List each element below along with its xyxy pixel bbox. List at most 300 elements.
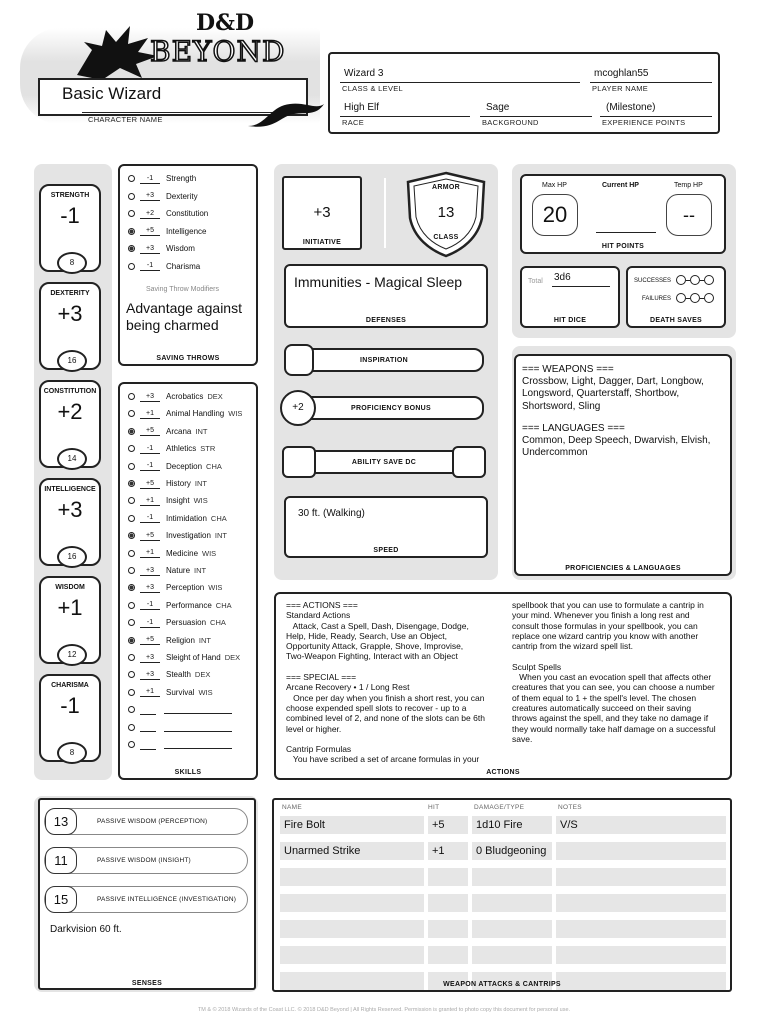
character-name-label: CHARACTER NAME bbox=[88, 115, 163, 124]
speed-label: SPEED bbox=[373, 547, 399, 554]
weapon-attacks-box bbox=[272, 798, 732, 992]
action-line: When you cast an evocation spell that affects other bbox=[512, 672, 712, 683]
skill-value: +3 bbox=[140, 392, 160, 402]
skill-ability: WIS bbox=[202, 548, 217, 558]
skill-row bbox=[128, 527, 227, 544]
successes-checks[interactable] bbox=[676, 275, 714, 285]
proficiency-circle-icon[interactable] bbox=[128, 228, 135, 235]
ability-constitution bbox=[39, 380, 101, 468]
skill-ability: STR bbox=[200, 444, 216, 454]
action-line: Opportunity Attack, Grapple, Shove, Improvise, bbox=[286, 641, 464, 652]
attack-damage-cell[interactable]: 1d10 Fire bbox=[472, 816, 552, 834]
ability-name: WISDOM bbox=[55, 584, 85, 591]
proficiency-circle-icon[interactable] bbox=[128, 567, 135, 574]
saving-throw-value: -1 bbox=[140, 261, 160, 271]
skill-ability: CHA bbox=[206, 461, 222, 471]
proficiency-line: Undercommon bbox=[522, 447, 588, 459]
saving-throw-row bbox=[128, 223, 206, 240]
xp-label: EXPERIENCE POINTS bbox=[602, 118, 686, 127]
skill-ability: CHA bbox=[215, 600, 232, 610]
speed-box bbox=[284, 496, 488, 558]
skill-row bbox=[128, 405, 242, 422]
proficiency-circle-icon[interactable] bbox=[128, 671, 135, 678]
skill-name: Athletics bbox=[166, 444, 197, 454]
skill-ability: WIS bbox=[228, 409, 243, 419]
attack-row[interactable] bbox=[274, 840, 730, 862]
senses-note[interactable]: Darkvision 60 ft. bbox=[50, 924, 122, 935]
brand-dnd: D&D bbox=[196, 10, 255, 36]
skill-ability: INT bbox=[198, 635, 211, 645]
ability-strength bbox=[39, 184, 101, 272]
speed-value[interactable]: 30 ft. (Walking) bbox=[298, 508, 365, 519]
current-hp-label: Current HP bbox=[602, 182, 639, 189]
action-line: === ACTIONS === bbox=[286, 600, 358, 610]
skill-name: Arcana bbox=[166, 426, 192, 436]
saving-throws-box bbox=[118, 164, 258, 366]
weapon-attacks-title: WEAPON ATTACKS & CANTRIPS bbox=[443, 981, 561, 988]
skill-row bbox=[128, 545, 216, 562]
skill-value bbox=[140, 740, 156, 750]
attack-name-cell[interactable] bbox=[280, 920, 424, 938]
saving-throws-title: SAVING THROWS bbox=[156, 355, 220, 362]
skill-name: Performance bbox=[166, 600, 212, 610]
skill-ability: CHA bbox=[210, 618, 226, 628]
armor-class-value[interactable]: 13 bbox=[437, 204, 455, 221]
proficiency-circle-icon[interactable] bbox=[128, 689, 135, 696]
defenses-text[interactable]: Immunities - Magical Sleep bbox=[294, 274, 463, 290]
saving-throw-row bbox=[128, 205, 208, 222]
inspiration-label: INSPIRATION bbox=[360, 357, 408, 364]
action-line: Two-Weapon Fighting, Interact with an Object bbox=[286, 651, 458, 662]
saving-throw-name: Strength bbox=[166, 174, 197, 183]
skill-row bbox=[128, 388, 223, 405]
attack-row[interactable] bbox=[274, 892, 730, 914]
attack-notes-cell[interactable] bbox=[556, 920, 726, 938]
attack-damage-cell[interactable]: 0 Bludgeoning bbox=[472, 842, 552, 860]
skill-value: +5 bbox=[140, 426, 160, 436]
ability-modifier[interactable]: +1 bbox=[57, 595, 83, 620]
saving-throw-modifiers-label: Saving Throw Modifiers bbox=[146, 286, 220, 293]
action-line bbox=[512, 651, 728, 661]
proficiency-circle-icon[interactable] bbox=[128, 515, 135, 522]
hit-dice-total-label: Total bbox=[528, 278, 543, 285]
player-name-label: PLAYER NAME bbox=[592, 84, 649, 93]
skill-value: +5 bbox=[140, 479, 160, 489]
ability-modifier[interactable]: -1 bbox=[60, 203, 80, 228]
ability-modifier[interactable]: +3 bbox=[57, 301, 83, 326]
saving-throw-row bbox=[128, 240, 195, 257]
attack-hit-cell[interactable] bbox=[428, 868, 468, 886]
action-line: replace one wizard cantrip you know with another bbox=[512, 630, 699, 641]
ability-charisma bbox=[39, 674, 101, 762]
skill-name: Stealth bbox=[166, 670, 191, 680]
proficiency-line: === LANGUAGES === bbox=[522, 422, 625, 434]
proficiency-line bbox=[522, 413, 728, 423]
skill-name: Insight bbox=[166, 496, 190, 506]
blank-skill-line[interactable] bbox=[164, 723, 232, 732]
ability-modifier[interactable]: +2 bbox=[57, 399, 83, 424]
skill-name: Nature bbox=[166, 566, 191, 575]
proficiency-circle-icon[interactable] bbox=[128, 741, 135, 748]
action-line: creatures automatically succeed on their saving bbox=[512, 702, 692, 713]
proficiency-circle-icon[interactable] bbox=[128, 463, 135, 470]
skill-value: +5 bbox=[140, 531, 160, 541]
proficiency-circle-icon[interactable] bbox=[128, 193, 135, 200]
header-info-box bbox=[328, 52, 720, 134]
proficiencies-text[interactable] bbox=[522, 364, 728, 459]
actions-right-column[interactable] bbox=[512, 600, 728, 744]
action-line: Attack, Cast a Spell, Dash, Disengage, Dodge, bbox=[286, 620, 469, 631]
passive-sense bbox=[44, 808, 248, 835]
attack-damage-cell[interactable] bbox=[472, 920, 552, 938]
hit-dice-value[interactable]: 3d6 bbox=[554, 272, 571, 283]
skill-row bbox=[128, 562, 206, 579]
senses-title: SENSES bbox=[131, 980, 163, 987]
skill-value: +3 bbox=[140, 653, 160, 663]
max-hp-value[interactable]: 20 bbox=[532, 194, 578, 236]
action-line: combined level of 2, and none of the slots can be 6th bbox=[286, 713, 485, 724]
ability-save-dc-bar bbox=[284, 450, 484, 474]
saving-throw-row bbox=[128, 170, 196, 187]
character-name[interactable]: Basic Wizard bbox=[62, 84, 162, 103]
proficiency-line: Common, Deep Speech, Dwarvish, Elvish, bbox=[522, 434, 711, 446]
attack-header-hit: HIT bbox=[428, 804, 440, 811]
proficiencies-box bbox=[514, 354, 732, 576]
skill-name: History bbox=[166, 479, 191, 488]
skill-value: -1 bbox=[140, 600, 160, 610]
proficiency-circle-icon[interactable] bbox=[128, 210, 135, 217]
skills-box bbox=[118, 382, 258, 780]
passive-sense-value[interactable]: 11 bbox=[45, 847, 77, 874]
skill-value: +1 bbox=[140, 409, 160, 419]
action-line: choose expended spell slots to recover - up to a bbox=[286, 702, 467, 713]
class-level-label: CLASS & LEVEL bbox=[342, 84, 404, 93]
skill-row bbox=[128, 736, 232, 753]
saving-throw-value: +3 bbox=[140, 244, 160, 254]
race-value[interactable]: High Elf bbox=[344, 102, 380, 113]
attack-header-damage: DAMAGE/TYPE bbox=[474, 804, 525, 811]
proficiency-circle-icon[interactable] bbox=[128, 550, 135, 557]
action-line: cantrip from the wizard spell list. bbox=[512, 641, 633, 652]
skill-row bbox=[128, 458, 222, 475]
attack-notes-cell[interactable] bbox=[556, 894, 726, 912]
attack-notes-cell[interactable] bbox=[556, 842, 726, 860]
action-line: Once per day when you finish a short rest, you can bbox=[286, 692, 485, 703]
skill-value: +1 bbox=[140, 548, 160, 558]
armor-class-bottom-label: CLASS bbox=[433, 234, 459, 241]
skill-value: -1 bbox=[140, 618, 160, 628]
proficiency-bonus-bar bbox=[284, 396, 484, 420]
attack-hit-cell[interactable]: +1 bbox=[428, 842, 468, 860]
passive-sense-value[interactable]: 13 bbox=[45, 808, 77, 835]
action-line: of them equal to 1 + the spell's level. The chosen bbox=[512, 692, 697, 703]
proficiency-circle-icon[interactable] bbox=[128, 619, 135, 626]
saving-throw-name: Intelligence bbox=[166, 226, 207, 236]
skill-name: Sleight of Hand bbox=[166, 653, 221, 662]
skill-row bbox=[128, 632, 211, 649]
actions-left-column[interactable] bbox=[286, 600, 506, 765]
proficiency-line: Shortsword, Sling bbox=[522, 400, 601, 412]
saving-throw-name: Constitution bbox=[166, 209, 209, 218]
proficiency-circle-icon[interactable] bbox=[128, 245, 135, 252]
successes-label: SUCCESSES bbox=[634, 278, 672, 284]
saving-throw-modifiers-text: Advantage against being charmed bbox=[126, 300, 242, 333]
skill-name: Acrobatics bbox=[166, 392, 204, 401]
skill-value: -1 bbox=[140, 513, 160, 523]
failures-checks[interactable] bbox=[676, 293, 714, 303]
skill-row bbox=[128, 719, 232, 736]
saving-throw-value: +3 bbox=[140, 191, 160, 201]
death-saves-box bbox=[626, 266, 726, 328]
attack-hit-cell[interactable] bbox=[428, 946, 468, 964]
ability-score[interactable]: 16 bbox=[57, 350, 87, 372]
ability-score[interactable]: 12 bbox=[57, 644, 87, 666]
ability-score[interactable]: 14 bbox=[57, 448, 87, 470]
proficiency-circle-icon[interactable] bbox=[128, 654, 135, 661]
action-line: Standard Actions bbox=[286, 610, 351, 621]
death-saves-label: DEATH SAVES bbox=[649, 317, 703, 324]
attack-row[interactable] bbox=[274, 814, 730, 836]
defenses-box bbox=[284, 264, 488, 328]
skill-row bbox=[128, 492, 208, 509]
proficiency-circle-icon[interactable] bbox=[128, 428, 135, 435]
ability-wisdom bbox=[39, 576, 101, 664]
skill-row bbox=[128, 475, 207, 492]
skill-name: Investigation bbox=[166, 531, 211, 541]
ability-modifier[interactable]: +3 bbox=[57, 497, 83, 522]
proficiency-circle-icon[interactable] bbox=[128, 445, 135, 452]
action-line: consult those formulas in your spellbook, you can bbox=[512, 620, 698, 631]
ability-name: CHARISMA bbox=[51, 682, 89, 689]
initiative-value[interactable]: +3 bbox=[313, 204, 331, 221]
ability-name: STRENGTH bbox=[50, 192, 90, 199]
attack-hit-cell[interactable] bbox=[428, 920, 468, 938]
current-hp-underline[interactable] bbox=[596, 232, 656, 233]
proficiency-circle-icon[interactable] bbox=[128, 263, 135, 270]
proficiency-bonus-value[interactable]: +2 bbox=[280, 390, 316, 426]
skill-ability: INT bbox=[214, 531, 228, 541]
ability-score[interactable]: 8 bbox=[57, 252, 87, 274]
action-line: level or higher. bbox=[286, 723, 342, 734]
skill-row bbox=[128, 510, 227, 527]
skill-value: +3 bbox=[140, 583, 160, 593]
skill-ability: WIS bbox=[208, 583, 223, 593]
attack-damage-cell[interactable] bbox=[472, 894, 552, 912]
attack-name-cell[interactable] bbox=[280, 946, 424, 964]
skill-value bbox=[140, 722, 156, 732]
action-line: they would normally take half damage on a successful bbox=[512, 723, 716, 734]
proficiency-bonus-label: PROFICIENCY BONUS bbox=[350, 405, 432, 412]
passive-sense-label: PASSIVE WISDOM (PERCEPTION) bbox=[97, 818, 208, 825]
proficiency-circle-icon[interactable] bbox=[128, 480, 135, 487]
action-line bbox=[286, 662, 506, 672]
skill-value: +3 bbox=[140, 566, 160, 576]
proficiency-line: === WEAPONS === bbox=[522, 364, 614, 375]
attack-name-cell[interactable]: Fire Bolt bbox=[280, 816, 424, 834]
proficiency-line: Longsword, Quarterstaff, Shortbow, bbox=[522, 388, 680, 400]
proficiency-circle-icon[interactable] bbox=[128, 706, 135, 713]
skill-name: Deception bbox=[166, 461, 203, 471]
skill-name: Intimidation bbox=[166, 513, 207, 523]
skill-ability: CHA bbox=[210, 513, 227, 523]
background-value[interactable]: Sage bbox=[486, 102, 510, 113]
attack-row[interactable] bbox=[274, 918, 730, 940]
skill-value bbox=[140, 705, 156, 715]
attack-header-notes: NOTES bbox=[558, 804, 582, 811]
action-line: creatures that you can see, you can choose a number bbox=[512, 682, 715, 693]
passive-sense-label: PASSIVE WISDOM (INSIGHT) bbox=[97, 857, 191, 864]
skill-name: Survival bbox=[166, 687, 195, 697]
action-line: Help, Hide, Ready, Search, Use an Object, bbox=[286, 630, 447, 641]
ability-modifier[interactable]: -1 bbox=[60, 693, 80, 718]
inspiration-bar bbox=[284, 348, 484, 372]
skill-ability: DEX bbox=[194, 670, 211, 680]
action-line: You have scribed a set of arcane formulas in your bbox=[286, 754, 480, 765]
skill-value: +1 bbox=[140, 687, 160, 697]
passive-sense bbox=[44, 847, 248, 874]
skill-name: Perception bbox=[166, 583, 205, 593]
background-label: BACKGROUND bbox=[482, 118, 539, 127]
actions-title: ACTIONS bbox=[486, 769, 520, 776]
skills-title: SKILLS bbox=[174, 769, 202, 776]
brand-beyond: BEYOND bbox=[150, 35, 286, 68]
hit-dice-label: HIT DICE bbox=[553, 317, 587, 324]
attack-row[interactable] bbox=[274, 944, 730, 966]
action-line: throws against the spell, and they take no damage if bbox=[512, 713, 709, 724]
skill-name: Medicine bbox=[166, 548, 199, 558]
temp-hp-value[interactable]: -- bbox=[666, 194, 712, 236]
skill-ability: INT bbox=[194, 566, 207, 575]
initiative-box bbox=[282, 176, 362, 250]
ability-score[interactable]: 16 bbox=[57, 546, 87, 568]
proficiency-circle-icon[interactable] bbox=[128, 393, 135, 400]
skill-ability: INT bbox=[195, 426, 208, 436]
proficiency-circle-icon[interactable] bbox=[128, 724, 135, 731]
armor-class-shield bbox=[404, 170, 488, 263]
action-line: save. bbox=[512, 733, 533, 744]
hit-points-title: HIT POINTS bbox=[601, 243, 645, 250]
skill-row bbox=[128, 423, 207, 440]
player-name-value[interactable]: mcoghlan55 bbox=[594, 68, 649, 79]
proficiency-line: Crossbow, Light, Dagger, Dart, Longbow, bbox=[522, 376, 704, 388]
ability-name: DEXTERITY bbox=[50, 290, 90, 297]
skill-row bbox=[128, 649, 240, 666]
skill-row bbox=[128, 579, 222, 596]
action-line: spellbook that you can use to formulate a cantrip in bbox=[512, 600, 704, 610]
hit-dice-box bbox=[520, 266, 620, 328]
saving-throw-row bbox=[128, 258, 200, 275]
saving-throw-name: Dexterity bbox=[166, 191, 198, 201]
skill-value: +3 bbox=[140, 670, 160, 680]
initiative-label: INITIATIVE bbox=[302, 239, 342, 246]
skill-value: +1 bbox=[140, 496, 160, 506]
skill-value: -1 bbox=[140, 461, 160, 471]
attack-name-cell[interactable] bbox=[280, 894, 424, 912]
proficiency-circle-icon[interactable] bbox=[128, 410, 135, 417]
skill-name: Persuasion bbox=[166, 618, 207, 628]
skill-ability: DEX bbox=[224, 653, 241, 662]
skill-row bbox=[128, 597, 232, 614]
action-line: === SPECIAL === bbox=[286, 672, 357, 683]
skill-row bbox=[128, 440, 215, 457]
attack-row[interactable] bbox=[274, 866, 730, 888]
skill-row bbox=[128, 684, 213, 701]
saving-throw-row bbox=[128, 188, 198, 205]
attack-header-name: NAME bbox=[282, 804, 302, 811]
ability-dexterity bbox=[39, 282, 101, 370]
attack-hit-cell[interactable] bbox=[428, 894, 468, 912]
proficiency-circle-icon[interactable] bbox=[128, 637, 135, 644]
attack-name-cell[interactable] bbox=[280, 868, 424, 886]
class-level-value[interactable]: Wizard 3 bbox=[344, 68, 384, 79]
attack-notes-cell[interactable] bbox=[556, 868, 726, 886]
attack-damage-cell[interactable] bbox=[472, 946, 552, 964]
blank-skill-line[interactable] bbox=[164, 705, 232, 714]
ability-score[interactable]: 8 bbox=[57, 742, 87, 764]
proficiency-circle-icon[interactable] bbox=[128, 532, 135, 539]
saving-throw-value: +2 bbox=[140, 209, 160, 219]
ability-name: INTELLIGENCE bbox=[44, 486, 96, 493]
action-line: Cantrip Formulas bbox=[286, 744, 352, 755]
hit-points-box bbox=[520, 174, 726, 254]
saving-throw-value: +5 bbox=[140, 226, 160, 236]
armor-class-top-label: ARMOR bbox=[432, 184, 460, 191]
proficiency-circle-icon[interactable] bbox=[128, 584, 135, 591]
attack-name-cell[interactable]: Unarmed Strike bbox=[280, 842, 424, 860]
blank-skill-line[interactable] bbox=[164, 740, 232, 749]
action-line: your mind. Whenever you finish a long rest and bbox=[512, 610, 690, 621]
skill-value: -1 bbox=[140, 444, 160, 454]
skill-value: +5 bbox=[140, 635, 160, 645]
xp-value[interactable]: (Milestone) bbox=[606, 102, 656, 113]
skill-ability: WIS bbox=[198, 687, 213, 697]
saving-throw-value: -1 bbox=[140, 174, 160, 184]
temp-hp-label: Temp HP bbox=[674, 182, 703, 189]
skill-row bbox=[128, 666, 210, 683]
footer-copyright: TM & © 2018 Wizards of the Coast LLC. © 2018 D&D Beyond | All Rights Reserved. Permission is granted to photo copy this document for personal use. bbox=[197, 1007, 571, 1013]
proficiencies-title: PROFICIENCIES & LANGUAGES bbox=[565, 565, 681, 572]
ability-name: CONSTITUTION bbox=[43, 388, 97, 395]
attack-notes-cell[interactable] bbox=[556, 946, 726, 964]
ability-intelligence bbox=[39, 478, 101, 566]
passive-sense-value[interactable]: 15 bbox=[45, 886, 77, 913]
skill-ability: INT bbox=[194, 479, 207, 488]
header-swirl-icon bbox=[246, 96, 326, 137]
skill-name: Religion bbox=[166, 635, 195, 645]
max-hp-label: Max HP bbox=[542, 182, 567, 189]
ability-save-dc-label: ABILITY SAVE DC bbox=[351, 459, 417, 466]
actions-box bbox=[274, 592, 732, 780]
skill-ability: WIS bbox=[193, 496, 208, 506]
saving-throw-name: Charisma bbox=[166, 261, 201, 271]
proficiency-circle-icon[interactable] bbox=[128, 497, 135, 504]
attack-hit-cell[interactable]: +5 bbox=[428, 816, 468, 834]
failures-label: FAILURES bbox=[642, 296, 672, 302]
passive-sense-label: PASSIVE INTELLIGENCE (INVESTIGATION) bbox=[97, 896, 237, 903]
action-line: Sculpt Spells bbox=[512, 661, 562, 672]
skill-name: Animal Handling bbox=[166, 409, 225, 419]
race-label: RACE bbox=[342, 118, 365, 127]
passive-sense bbox=[44, 886, 248, 913]
action-line: Arcane Recovery • 1 / Long Rest bbox=[286, 682, 410, 693]
attack-damage-cell[interactable] bbox=[472, 868, 552, 886]
skill-ability: DEX bbox=[207, 392, 223, 401]
proficiency-circle-icon[interactable] bbox=[128, 602, 135, 609]
attack-notes-cell[interactable]: V/S bbox=[556, 816, 726, 834]
proficiency-circle-icon[interactable] bbox=[128, 175, 135, 182]
action-line bbox=[286, 734, 506, 744]
saving-throw-name: Wisdom bbox=[166, 244, 195, 253]
